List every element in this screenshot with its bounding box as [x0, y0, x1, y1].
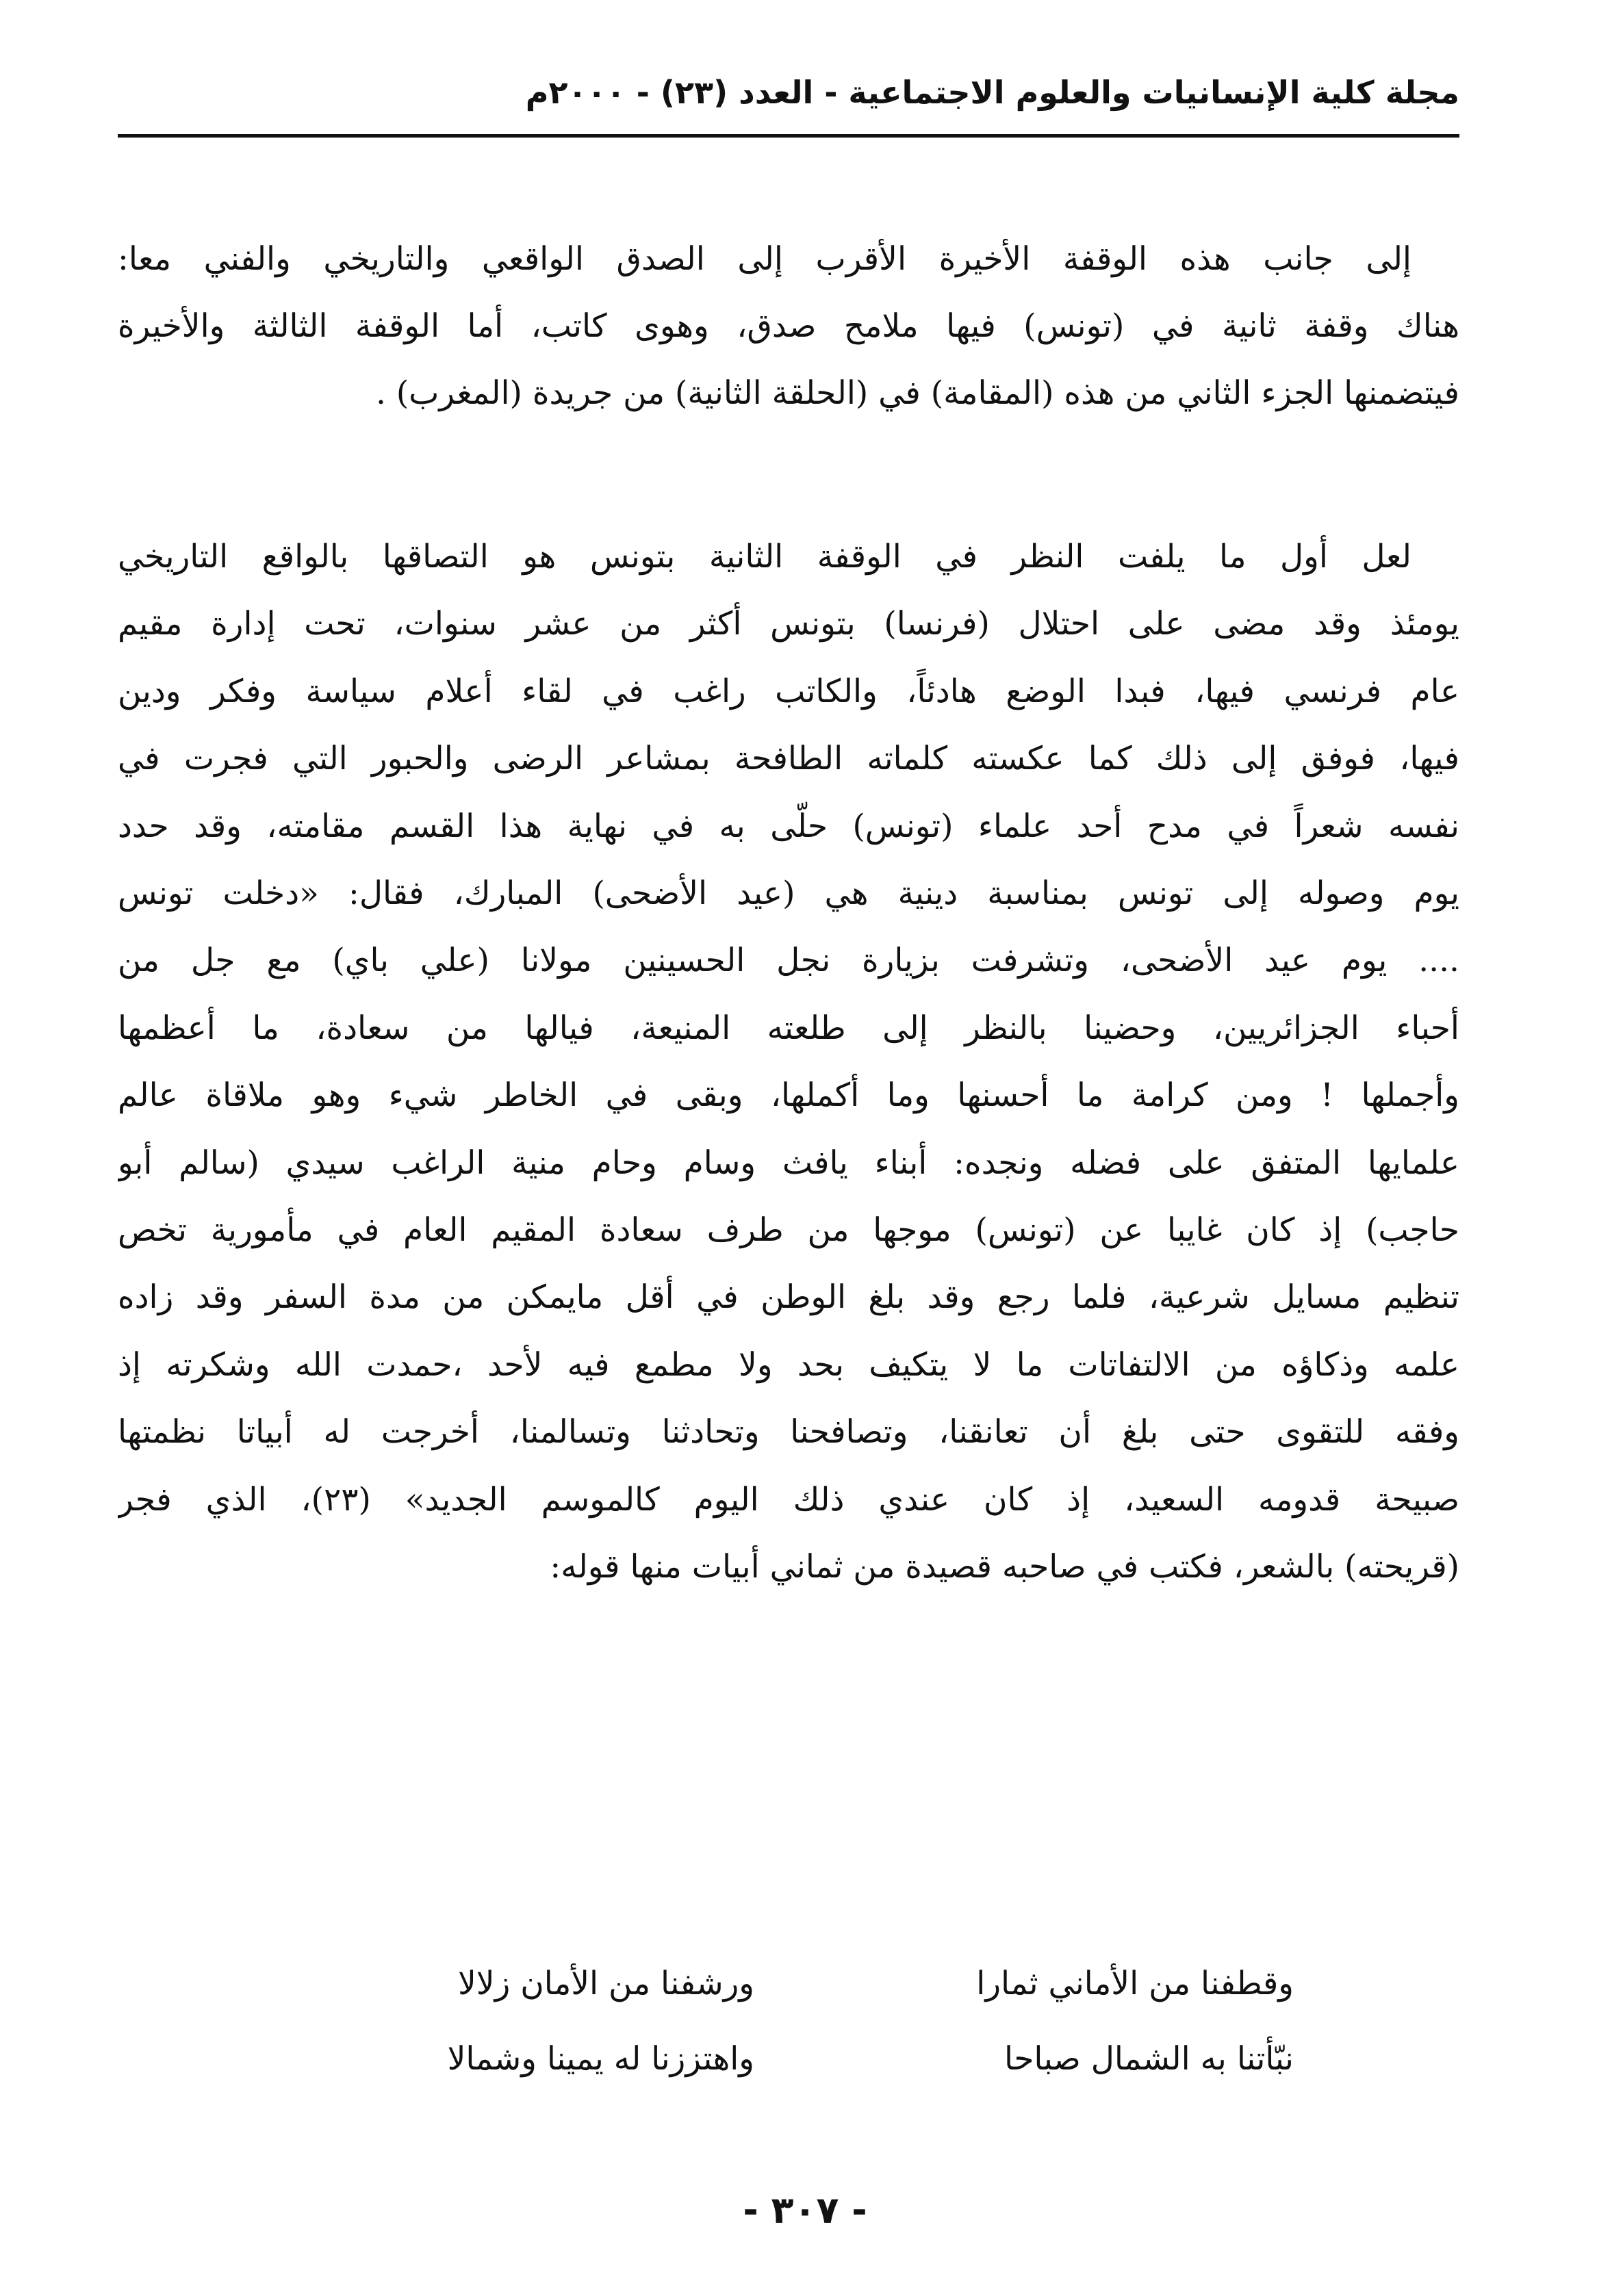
- text-line: إلى جانب هذه الوقفة الأخيرة الأقرب إلى الصدق الواقعي والتاريخي والفني معا:: [118, 240, 1411, 278]
- poem-verse-2-second-hemistich: واهتززنا له يمينا وشمالا: [447, 2040, 754, 2078]
- text-line: هناك وقفة ثانية في (تونس) فيها ملامح صدق، وهوى كاتب، أما الوقفة الثالثة والأخيرة: [118, 307, 1459, 345]
- text-line: (قريحته) بالشعر، فكتب في صاحبه قصيدة من ثماني أبيات منها قوله:: [550, 1548, 1459, 1586]
- text-line: حاجب) إذ كان غايبا عن (تونس) موجها من طرف سعادة المقيم العام في مأمورية تخص: [118, 1211, 1459, 1250]
- text-line: يومئذ وقد مضى على احتلال (فرنسا) بتونس أكثر من عشر سنوات، تحت إدارة مقيم: [118, 605, 1459, 643]
- poem-verse-1-second-hemistich: ورشفنا من الأمان زلالا: [457, 1965, 754, 2002]
- header-rule: [118, 134, 1459, 138]
- text-line: نفسه شعراً في مدح أحد علماء (تونس) حلّى به في نهاية هذا القسم مقامته، وقد حدد: [118, 807, 1459, 845]
- paragraph-1: [118, 226, 1459, 427]
- poem-verse-2-first-hemistich: نبّأتنا به الشمال صباحا: [1004, 2040, 1294, 2078]
- text-line: علمه وذكاؤه من الالتفاتات ما لا يتكيف بحد ولا مطمع فيه لأحد ،حمدت الله وشكرته إذ: [118, 1345, 1459, 1384]
- text-line: يوم وصوله إلى تونس بمناسبة دينية هي (عيد الأضحى) المبارك، فقال: «دخلت تونس: [118, 875, 1459, 913]
- text-line: فيها، فوفق إلى ذلك كما عكسته كلماته الطافحة بمشاعر الرضى والحبور التي فجرت في: [118, 740, 1459, 778]
- text-line: عام فرنسي فيها، فبدا الوضع هادئاً، والكاتب راغب في لقاء أعلام سياسة وفكر ودين: [118, 672, 1459, 710]
- text-line: صبيحة قدومه السعيد، إذ كان عندي ذلك اليوم كالموسم الجديد» (٢٣)، الذي فجر: [118, 1480, 1459, 1519]
- text-line: فيتضمنها الجزء الثاني من هذه (المقامة) في (الحلقة الثانية) من جريدة (المغرب) .: [375, 374, 1459, 412]
- page-number: - ٣٠٧ -: [743, 2189, 867, 2232]
- text-line: .... يوم عيد الأضحى، وتشرفت بزيارة نجل الحسينين مولانا (علي باي) مع جل من: [118, 942, 1459, 980]
- text-line: أحباء الجزائريين، وحضينا بالنظر إلى طلعته المنيعة، فيالها من سعادة، ما أعظمها: [118, 1009, 1459, 1047]
- text-line: تنظيم مسايل شرعية، فلما رجع وقد بلغ الوطن في أقل مايمكن من مدة السفر وقد زاده: [118, 1278, 1459, 1317]
- text-line: وأجملها ! ومن كرامة ما أحسنها وما أكملها، وبقى في الخاطر شيء وهو ملاقاة عالم: [118, 1076, 1459, 1115]
- text-line: وفقه للتقوى حتى بلغ أن تعانقنا، وتصافحنا وتحادثنا وتسالمنا، أخرجت له أبياتا نظمتها: [118, 1413, 1459, 1452]
- paragraph-2: [118, 524, 1459, 1601]
- text-line: علمايها المتفق على فضله ونجده: أبناء يافث وسام وحام منية الراغب سيدي (سالم أبو: [118, 1144, 1459, 1182]
- poem-verse-1-first-hemistich: وقطفنا من الأماني ثمارا: [976, 1965, 1294, 2002]
- text-line: لعل أول ما يلفت النظر في الوقفة الثانية بتونس هو التصاقها بالواقع التاريخي: [118, 538, 1411, 576]
- journal-running-header: مجلة كلية الإنسانيات والعلوم الاجتماعية - العدد (٢٣) - ٢٠٠٠م: [525, 74, 1459, 111]
